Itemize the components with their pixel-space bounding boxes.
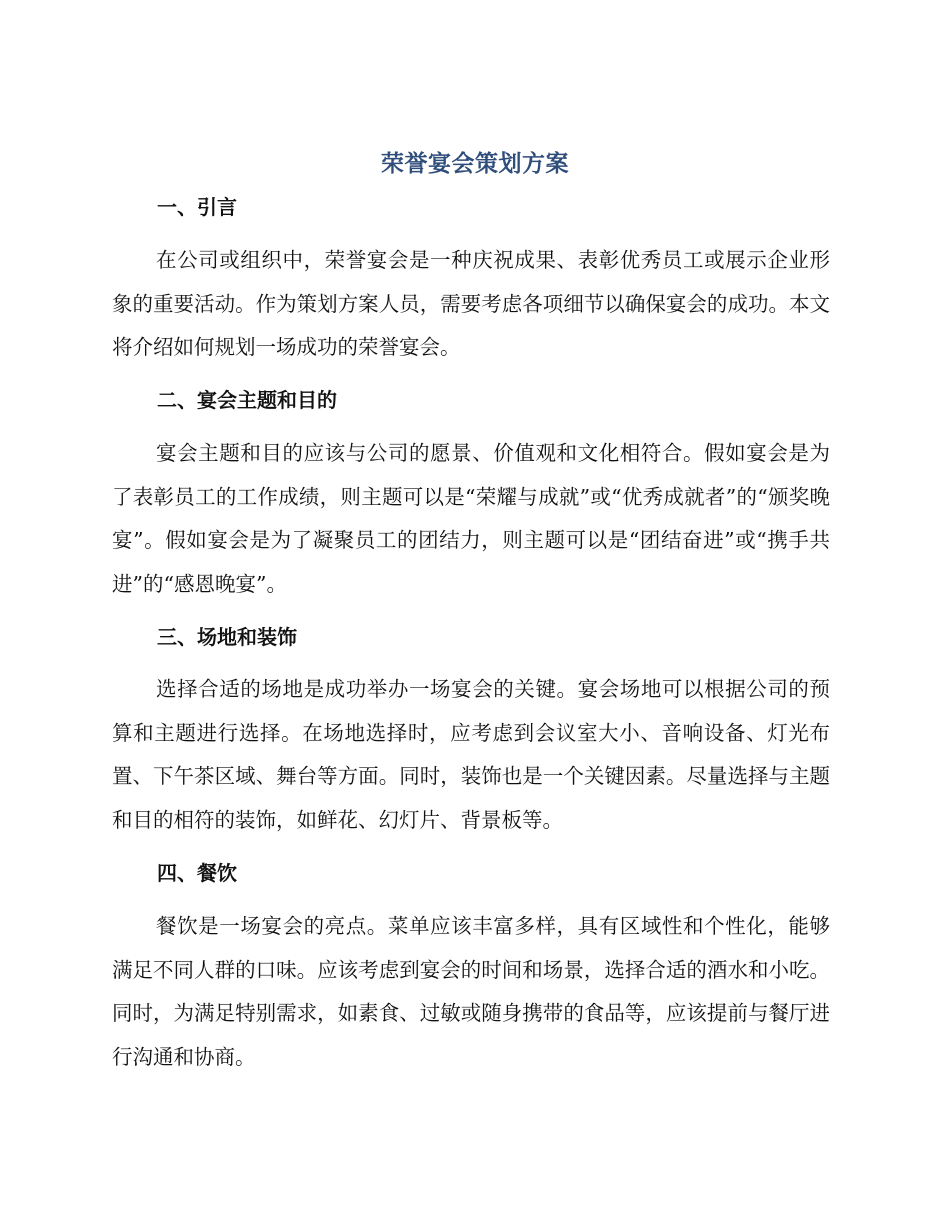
section-heading-venue-decoration: 三、场地和装饰 — [157, 625, 297, 649]
section-body-venue-decoration: 选择合适的场地是成功举办一场宴会的关键。宴会场地可以根据公司的预算和主题进行选择。在场地选择时，应考虑到会议室大小、音响设备、灯光布置、下午茶区域、舞台等方面。同时，装饰也是一个关键因素。尽量选择与主题和目的相符的装饰，如鲜花、幻灯片、背景板等。 — [112, 677, 830, 832]
section-heading-introduction: 一、引言 — [157, 195, 237, 219]
section-body-catering: 餐饮是一场宴会的亮点。菜单应该丰富多样，具有区域性和个性化，能够满足不同人群的口味。应该考虑到宴会的时间和场景，选择合适的酒水和小吃。同时，为满足特别需求，如素食、过敏或随身携带的食品等，应该提前与餐厅进行沟通和协商。 — [112, 914, 830, 1069]
section-body-introduction: 在公司或组织中，荣誉宴会是一种庆祝成果、表彰优秀员工或展示企业形象的重要活动。作为策划方案人员，需要考虑各项细节以确保宴会的成功。本文将介绍如何规划一场成功的荣誉宴会。 — [112, 248, 830, 359]
section-body-theme-purpose: 宴会主题和目的应该与公司的愿景、价值观和文化相符合。假如宴会是为了表彰员工的工作成绩，则主题可以是“荣耀与成就”或“优秀成就者”的“颁奖晚宴”。假如宴会是为了凝聚员工的团结力，则主题可以是“团结奋进”或“携手共进”的“感恩晚宴”。 — [112, 441, 830, 596]
section-heading-theme-purpose: 二、宴会主题和目的 — [157, 388, 337, 412]
document-title: 荣誉宴会策划方案 — [381, 151, 569, 177]
section-heading-catering: 四、餐饮 — [157, 861, 237, 885]
